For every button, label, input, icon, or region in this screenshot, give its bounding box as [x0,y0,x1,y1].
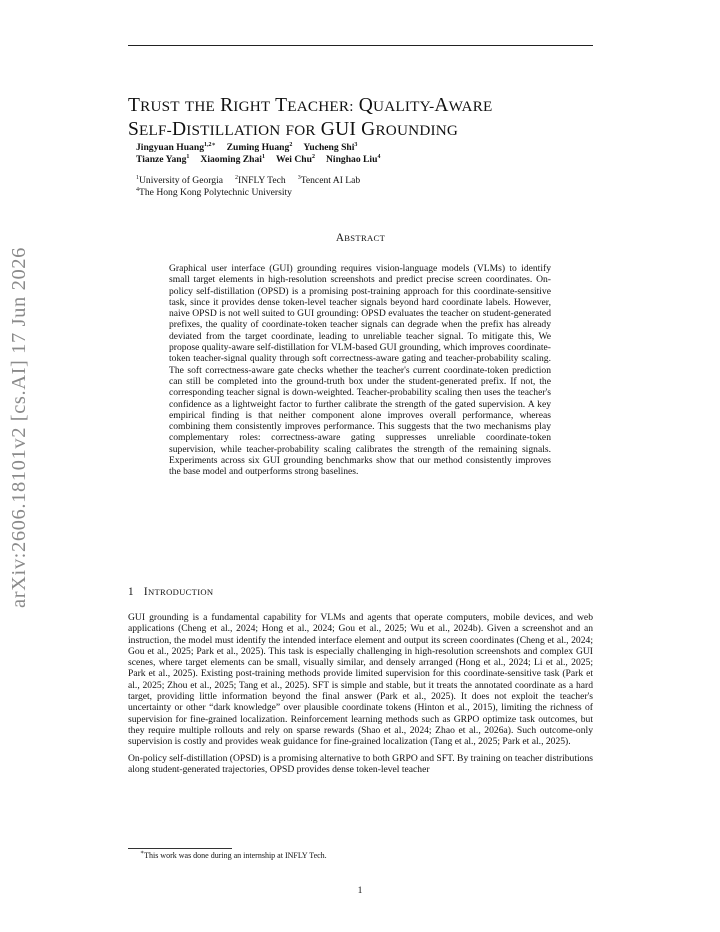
paragraph: On-policy self-distillation (OPSD) is a promising alternative to both GRPO and SFT. By training on teacher distributions along student-generated trajectories, OPSD provides dense token-level teacher [128,752,593,775]
affiliation-mark: 4 [136,186,139,193]
title-line-1: TRUST THE RIGHT TEACHER: QUALITY-AWARE [128,95,493,116]
affiliations [136,175,372,198]
footnote-mark: ∗ [140,850,145,856]
section-body [128,612,593,780]
title-line-2: SELF-DISTILLATION FOR GUI GROUNDING [128,119,459,140]
footnote [140,851,327,860]
author-name: Tianze Yang$^1$ [136,153,190,165]
footnote-text: This work was done during an internship at INFLY Tech. [144,851,327,860]
author-affiliation-mark: 1 [186,153,190,160]
page-number: 1 [357,885,363,896]
author-list [136,142,391,165]
abstract-heading: ABSTRACT [335,232,386,244]
affiliation: $^3$Tencent AI Lab [297,175,361,186]
author-name: Zuming Huang$^2$ [226,142,293,153]
author-affiliation-mark: 2 [289,142,293,148]
abstract-text: Graphical user interface (GUI) grounding requires vision-language models (VLMs) to identify small target elements in high-resolution screenshots and predict precise screen coordinates. On-policy self-distillation (OPSD) is a promising post-training approach for this coordinate-sensitive task, since it provides dense token-level teacher signals beyond hard coordinate labels. However, naive OPSD is not well suited to GUI grounding: OPSD evaluates the teacher on student-generated prefixes, the quality of coordinate-token teacher signals can degrade when the prefix has already deviated from the target coordinate, leading to unreliable teacher signal. To mitigate this, We propose quality-aware self-distillation for VLM-based GUI grounding, which improves coordinate-token teacher-signal quality through soft correctness-aware gating and teacher-probability scaling. The soft correctness-aware gate checks whether the teacher's current coordinate-token prediction can still be completed into the ground-truth box under the student-generated prefix. If not, the corresponding teacher signal is down-weighted. Teacher-probability scaling then uses the teacher's confidence as a lightweight factor to further calibrate the strength of the gated supervision. A key empirical finding is that neither component alone improves overall performance, whereas combining them consistently improves performance. This suggests that the two mechanisms play complementary roles: correctness-aware gating suppresses unreliable coordinate-token supervision, while teacher-probability scaling calibrates the strength of the remaining signals. Experiments across six GUI grounding benchmarks show that our method consistently improves the base model and outperforms strong baselines. [169,263,551,478]
author-name: Jingyuan Huang$^{1,2∗}$ [136,142,216,153]
footnote-rule [128,848,232,849]
arxiv-identifier: arXiv:2606.18101v2 [cs.AI] 17 Jun 2026 [8,246,30,608]
affiliation: $^4$The Hong Kong Polytechnic University [136,186,292,198]
affiliation-row [136,175,372,187]
affiliation-row [136,187,372,199]
author-affiliation-mark: 4 [377,153,381,160]
author-name: Yucheng Shi$^3$ [303,142,358,153]
author-name: Xiaoming Zhai$^1$ [200,153,265,165]
affiliation-mark: 2 [235,175,239,181]
author-name: Ninghao Liu$^4$ [325,153,381,165]
affiliation: $^2$INFLY Tech [235,175,286,186]
section-number: 1 [128,586,134,598]
paragraph: GUI grounding is a fundamental capability for VLMs and agents that operate computers, mobile devices, and web applications (Cheng et al., 2024; Hong et al., 2024; Gou et al., 2025; Wu et al., 2024b). Given a screenshot and an instruction, the model must identify the intended interface element and output its screen coordinates (Cheng et al., 2024; Gou et al., 2025; Park et al., 2025). This task is especially challenging in high-resolution screenshots and complex GUI scenes, where target elements can be small, visually similar, and densely arranged (Hong et al., 2024; Li et al., 2025; Park et al., 2025). Existing post-training methods provide limited supervision for this coordinate-sensitive task (Park et al., 2025; Zhou et al., 2025; Tang et al., 2025). SFT is simple and stable, but it treats the annotated coordinate as a hard target, providing little information beyond the final answer (Park et al., 2025). It does not exploit the teacher's uncertainty or other “dark knowledge” over plausible coordinate tokens (Hinton et al., 2015), limiting the richness of supervision for fine-grained localization. Reinforcement learning methods such as GRPO optimize task outcomes, but they require multiple rollouts and rely on sparse rewards (Shao et al., 2024; Zhao et al., 2026a). Such outcome-only supervision is costly and provides weak guidance for fine-grained localization (Tang et al., 2025; Park et al., 2025). [128,612,593,748]
author-affiliation-mark: 2 [311,153,315,160]
top-rule [128,45,593,46]
author-row [136,142,391,154]
affiliation-mark: 3 [297,175,301,181]
author-affiliation-mark: 1 [261,153,265,160]
section-heading [128,586,213,598]
affiliation: $^1$University of Georgia [136,175,224,186]
author-affiliation-mark: 3 [354,142,358,148]
section-title: INTRODUCTION [143,586,214,598]
paper-title [128,94,493,142]
author-name: Wei Chu$^2$ [275,153,315,165]
author-row [136,154,391,166]
author-affiliation-mark: 1,2∗ [204,142,216,148]
affiliation-mark: 1 [136,175,139,181]
